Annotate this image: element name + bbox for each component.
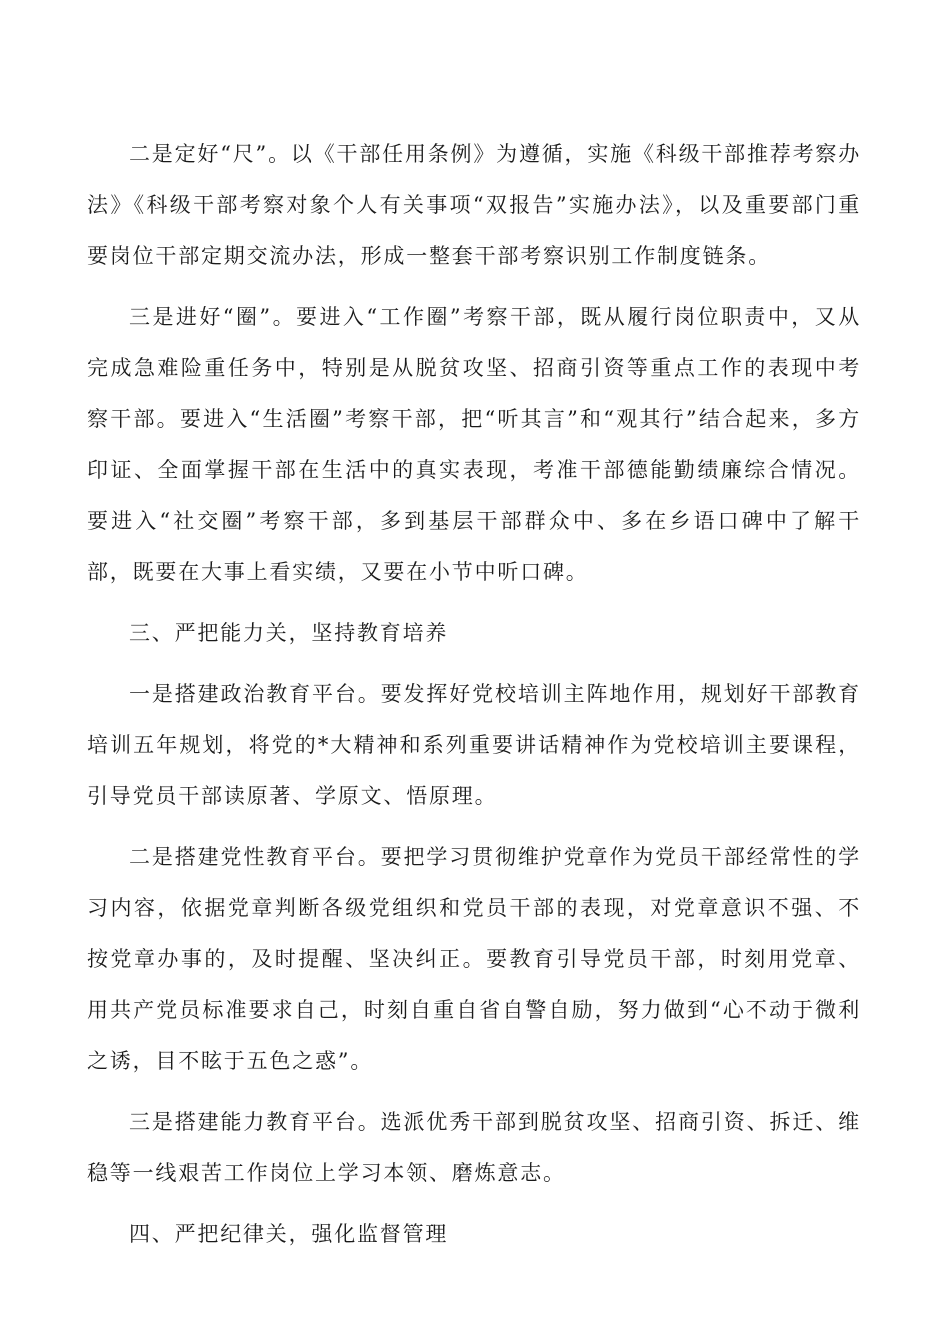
paragraph-party-spirit-education: 二是搭建党性教育平台。要把学习贯彻维护党章作为党员干部经常性的学习内容，依据党章判断各级党组织和党员干部的表现，对党章意识不强、不按党章办事的，及时提醒、坚决纠正。要教育引导党员干部，时刻用党章、用共产党员标准要求自己，时刻自重自省自警自励，努力做到“心不动于微利之诱，目不眩于五色之惑”。 [87, 845, 861, 1073]
paragraph-ability-education: 三是搭建能力教育平台。选派优秀干部到脱贫攻坚、招商引资、拆迁、维稳等一线艰苦工作岗位上学习本领、磨炼意志。 [87, 1110, 861, 1185]
paragraph-political-education: 一是搭建政治教育平台。要发挥好党校培训主阵地作用，规划好干部教育培训五年规划，将党的*大精神和系列重要讲话精神作为党校培训主要课程，引导党员干部读原著、学原文、悟原理。 [87, 682, 861, 808]
section-heading-ability: 三、严把能力关，坚持教育培养 [129, 621, 449, 645]
paragraph-circle: 三是进好“圈”。要进入“工作圈”考察干部，既从履行岗位职责中，又从完成急难险重任务中，特别是从脱贫攻坚、招商引资等重点工作的表现中考察干部。要进入“生活圈”考察干部，把“听其言”和“观其行”结合起来，多方印证、全面掌握干部在生活中的真实表现，考准干部德能勤绩廉综合情况。要进入“社交圈”考察干部，多到基层干部群众中、多在乡语口碑中了解干部，既要在大事上看实绩，又要在小节中听口碑。 [87, 305, 861, 584]
section-heading-discipline: 四、严把纪律关，强化监督管理 [129, 1222, 449, 1246]
document-body [87, 129, 861, 1270]
paragraph-ruler: 二是定好“尺”。以《干部任用条例》为遵循，实施《科级干部推荐考察办法》《科级干部考察对象个人有关事项“双报告”实施办法》，以及重要部门重要岗位干部定期交流办法，形成一整套干部考察识别工作制度链条。 [87, 142, 861, 268]
